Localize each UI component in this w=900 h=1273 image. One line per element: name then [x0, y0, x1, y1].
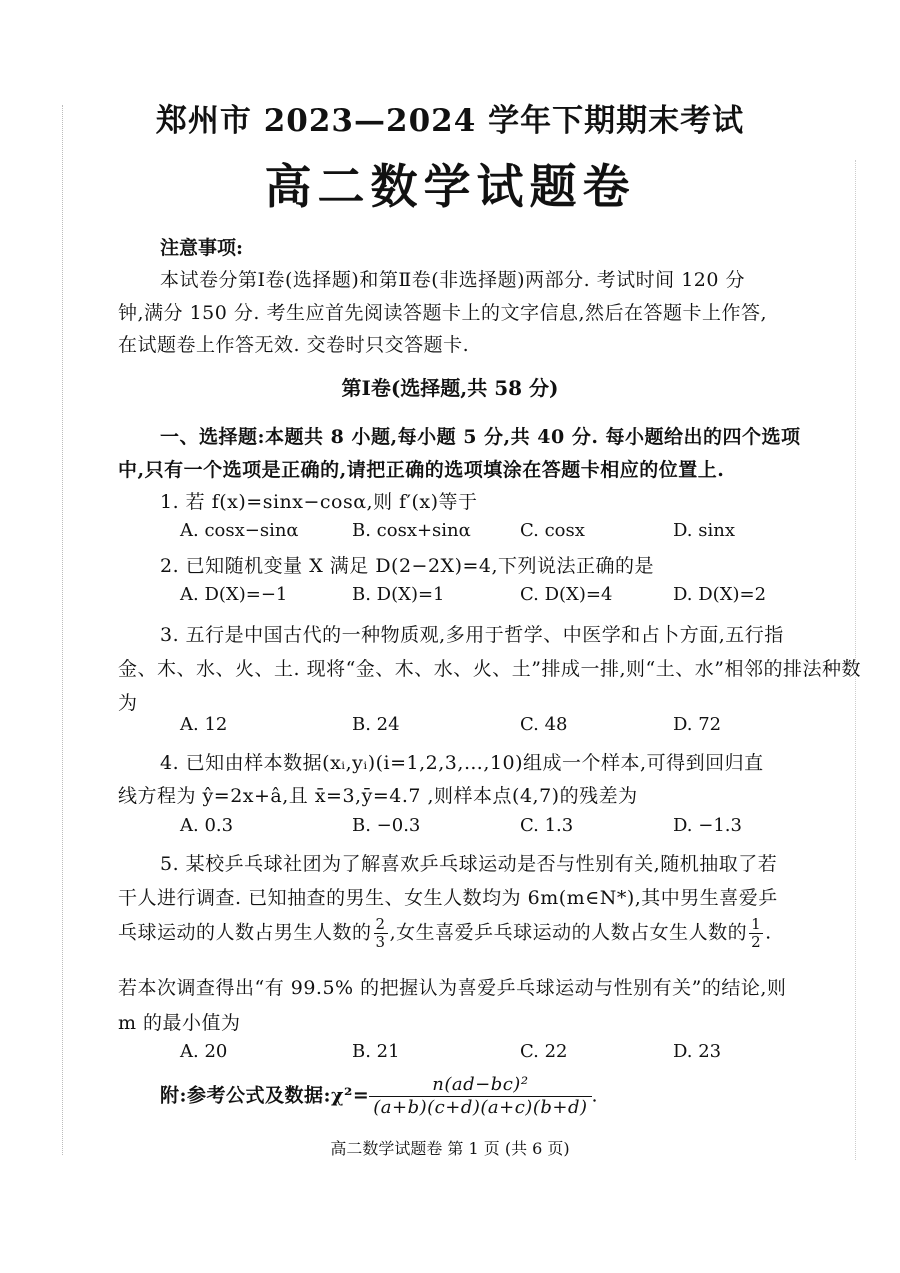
question-2-option-a: A. D(X)=−1: [180, 584, 288, 605]
question-3-line-3: 为: [118, 692, 138, 714]
question-1-option-b: B. cosx+sinα: [352, 520, 471, 541]
formula-prefix: 附:参考公式及数据:χ²=: [160, 1084, 370, 1107]
question-4-line-1: 4. 已知由样本数据(xᵢ,yᵢ)(i=1,2,3,…,10)组成一个样本,可得到回归直: [160, 752, 764, 774]
formula-suffix: .: [591, 1084, 599, 1107]
question-5-line-3-text-b: ,女生喜爱乒乓球运动的人数占女生人数的: [389, 921, 748, 944]
section-title: 第Ⅰ卷(选择题,共 58 分): [341, 376, 559, 400]
question-1-stem: 1. 若 f(x)=sinx−cosα,则 f′(x)等于: [160, 491, 478, 513]
question-2-option-b: B. D(X)=1: [352, 584, 445, 605]
fraction-numerator: 2: [375, 915, 386, 933]
question-3-option-d: D. 72: [673, 714, 722, 735]
question-5-option-d: D. 23: [673, 1041, 722, 1062]
exam-title: 郑州市 2023—2024 学年下期期末考试: [155, 103, 745, 139]
fraction-two-thirds: [374, 916, 388, 951]
question-4-line-2: 线方程为 ŷ=2x+â,且 x̄=3,ȳ=4.7 ,则样本点(4,7)的残差为: [118, 785, 638, 807]
question-3-line-2: 金、木、水、火、土. 现将“金、木、水、火、土”排成一排,则“土、水”相邻的排法种数: [118, 658, 861, 680]
notice-line-1: 本试卷分第Ⅰ卷(选择题)和第Ⅱ卷(非选择题)两部分. 考试时间 120 分: [160, 269, 745, 291]
question-4-option-c: C. 1.3: [520, 815, 574, 836]
question-3-option-c: C. 48: [520, 714, 568, 735]
section-intro-line-2: 中,只有一个选项是正确的,请把正确的选项填涂在答题卡相应的位置上.: [118, 459, 725, 481]
formula-denominator: (a+b)(c+d)(a+c)(b+d): [373, 1097, 588, 1118]
question-5-option-a: A. 20: [180, 1041, 228, 1062]
chi-square-fraction: [369, 1074, 591, 1119]
paper-title: 高二数学试题卷: [264, 160, 636, 215]
fraction-numerator: 1: [751, 915, 762, 933]
question-4-option-b: B. −0.3: [352, 815, 421, 836]
question-3-option-a: A. 12: [180, 714, 228, 735]
question-5-option-c: C. 22: [520, 1041, 568, 1062]
question-5-line-3-text-c: .: [765, 921, 772, 944]
question-1-option-c: C. cosx: [520, 520, 585, 541]
reference-formula: [160, 1074, 598, 1119]
question-2-option-d: D. D(X)=2: [673, 584, 767, 605]
question-2-option-c: C. D(X)=4: [520, 584, 613, 605]
question-2-stem: 2. 已知随机变量 X 满足 D(2−2X)=4,下列说法正确的是: [160, 555, 655, 577]
fraction-denominator: 2: [751, 933, 762, 951]
question-1-option-d: D. sinx: [673, 520, 735, 541]
fraction-one-half: [749, 916, 763, 951]
question-5-option-b: B. 21: [352, 1041, 400, 1062]
question-5-line-3: [118, 916, 772, 951]
question-4-option-d: D. −1.3: [673, 815, 742, 836]
question-5-line-5: m 的最小值为: [118, 1012, 241, 1034]
formula-numerator: n(ad−bc)²: [369, 1074, 591, 1097]
question-3-option-b: B. 24: [352, 714, 400, 735]
question-3-line-1: 3. 五行是中国古代的一种物质观,多用于哲学、中医学和占卜方面,五行指: [160, 624, 784, 646]
question-4-option-a: A. 0.3: [180, 815, 234, 836]
notice-line-2: 钟,满分 150 分. 考生应首先阅读答题卡上的文字信息,然后在答题卡上作答,: [118, 302, 768, 324]
notice-line-3: 在试题卷上作答无效. 交卷时只交答题卡.: [118, 334, 470, 356]
section-intro-line-1: 一、选择题:本题共 8 小题,每小题 5 分,共 40 分. 每小题给出的四个选项: [160, 426, 801, 448]
fraction-denominator: 3: [375, 933, 386, 951]
binding-margin-line: [62, 105, 65, 1155]
question-5-line-3-text-a: 乓球运动的人数占男生人数的: [118, 921, 372, 944]
question-1-option-a: A. cosx−sinα: [180, 520, 299, 541]
question-5-line-2: 干人进行调查. 已知抽查的男生、女生人数均为 6m(m∈N*),其中男生喜爱乒: [118, 887, 778, 909]
page-footer: 高二数学试题卷 第 1 页 (共 6 页): [330, 1139, 570, 1158]
question-5-line-1: 5. 某校乒乓球社团为了解喜欢乒乓球运动是否与性别有关,随机抽取了若: [160, 853, 778, 875]
notice-heading: 注意事项:: [160, 237, 244, 259]
question-5-line-4: 若本次调查得出“有 99.5% 的把握认为喜爱乒乓球运动与性别有关”的结论,则: [118, 977, 787, 999]
